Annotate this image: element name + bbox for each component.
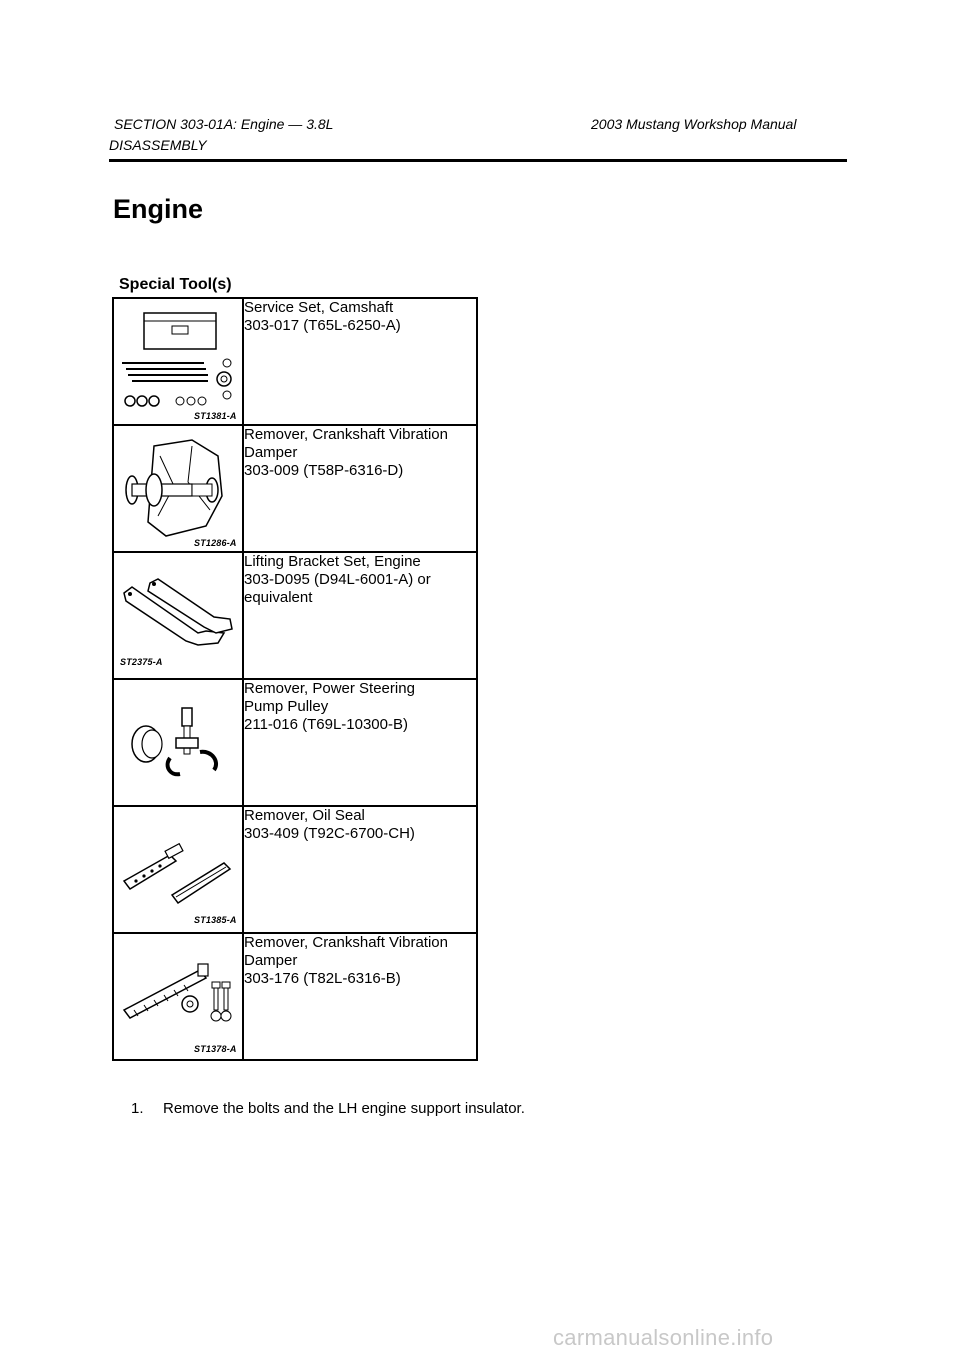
camshaft-service-set-icon bbox=[114, 299, 242, 424]
figure-id: ST2375-A bbox=[120, 657, 163, 667]
header-section: SECTION 303-01A: Engine — 3.8L bbox=[114, 116, 334, 132]
tool-description: Remover, Oil Seal 303-409 (T92C-6700-CH) bbox=[243, 806, 477, 933]
tool-description: Lifting Bracket Set, Engine 303-D095 (D94L-6001-A) or equivalent bbox=[243, 552, 477, 679]
pulley-remover-icon bbox=[114, 680, 242, 805]
tool-description: Service Set, Camshaft 303-017 (T65L-6250-A) bbox=[243, 298, 477, 425]
figure-id: ST1381-A bbox=[194, 411, 237, 421]
crankshaft-damper-remover-icon bbox=[114, 426, 242, 551]
header-rule bbox=[109, 159, 847, 162]
figure-id: ST1385-A bbox=[194, 915, 237, 925]
tool-row bbox=[113, 679, 477, 806]
tool-row bbox=[113, 806, 477, 933]
special-tools-table bbox=[112, 297, 478, 1061]
procedure-step bbox=[131, 1100, 525, 1117]
page-title: Engine bbox=[113, 194, 204, 224]
oil-seal-remover-icon bbox=[114, 807, 242, 932]
tool-row bbox=[113, 933, 477, 1060]
tool-row bbox=[113, 552, 477, 679]
special-tools-caption: Special Tool(s) bbox=[119, 276, 232, 293]
figure-id: ST1378-A bbox=[194, 1044, 237, 1054]
tool-row bbox=[113, 425, 477, 552]
step-number: 1. bbox=[131, 1100, 144, 1117]
watermark: carmanualsonline.info bbox=[553, 1325, 774, 1350]
header-subsection: DISASSEMBLY bbox=[109, 137, 207, 153]
damper-remover-screw-icon bbox=[114, 934, 242, 1059]
header-manual-title: 2003 Mustang Workshop Manual bbox=[591, 116, 797, 132]
tool-description: Remover, Power Steering Pump Pulley 211-016 (T69L-10300-B) bbox=[243, 679, 477, 806]
tool-description: Remover, Crankshaft Vibration Damper 303-176 (T82L-6316-B) bbox=[243, 933, 477, 1060]
step-text: Remove the bolts and the LH engine support insulator. bbox=[163, 1100, 525, 1117]
lifting-bracket-icon bbox=[114, 553, 242, 678]
tool-row bbox=[113, 298, 477, 425]
tool-description: Remover, Crankshaft Vibration Damper 303-009 (T58P-6316-D) bbox=[243, 425, 477, 552]
figure-id: ST1286-A bbox=[194, 538, 237, 548]
